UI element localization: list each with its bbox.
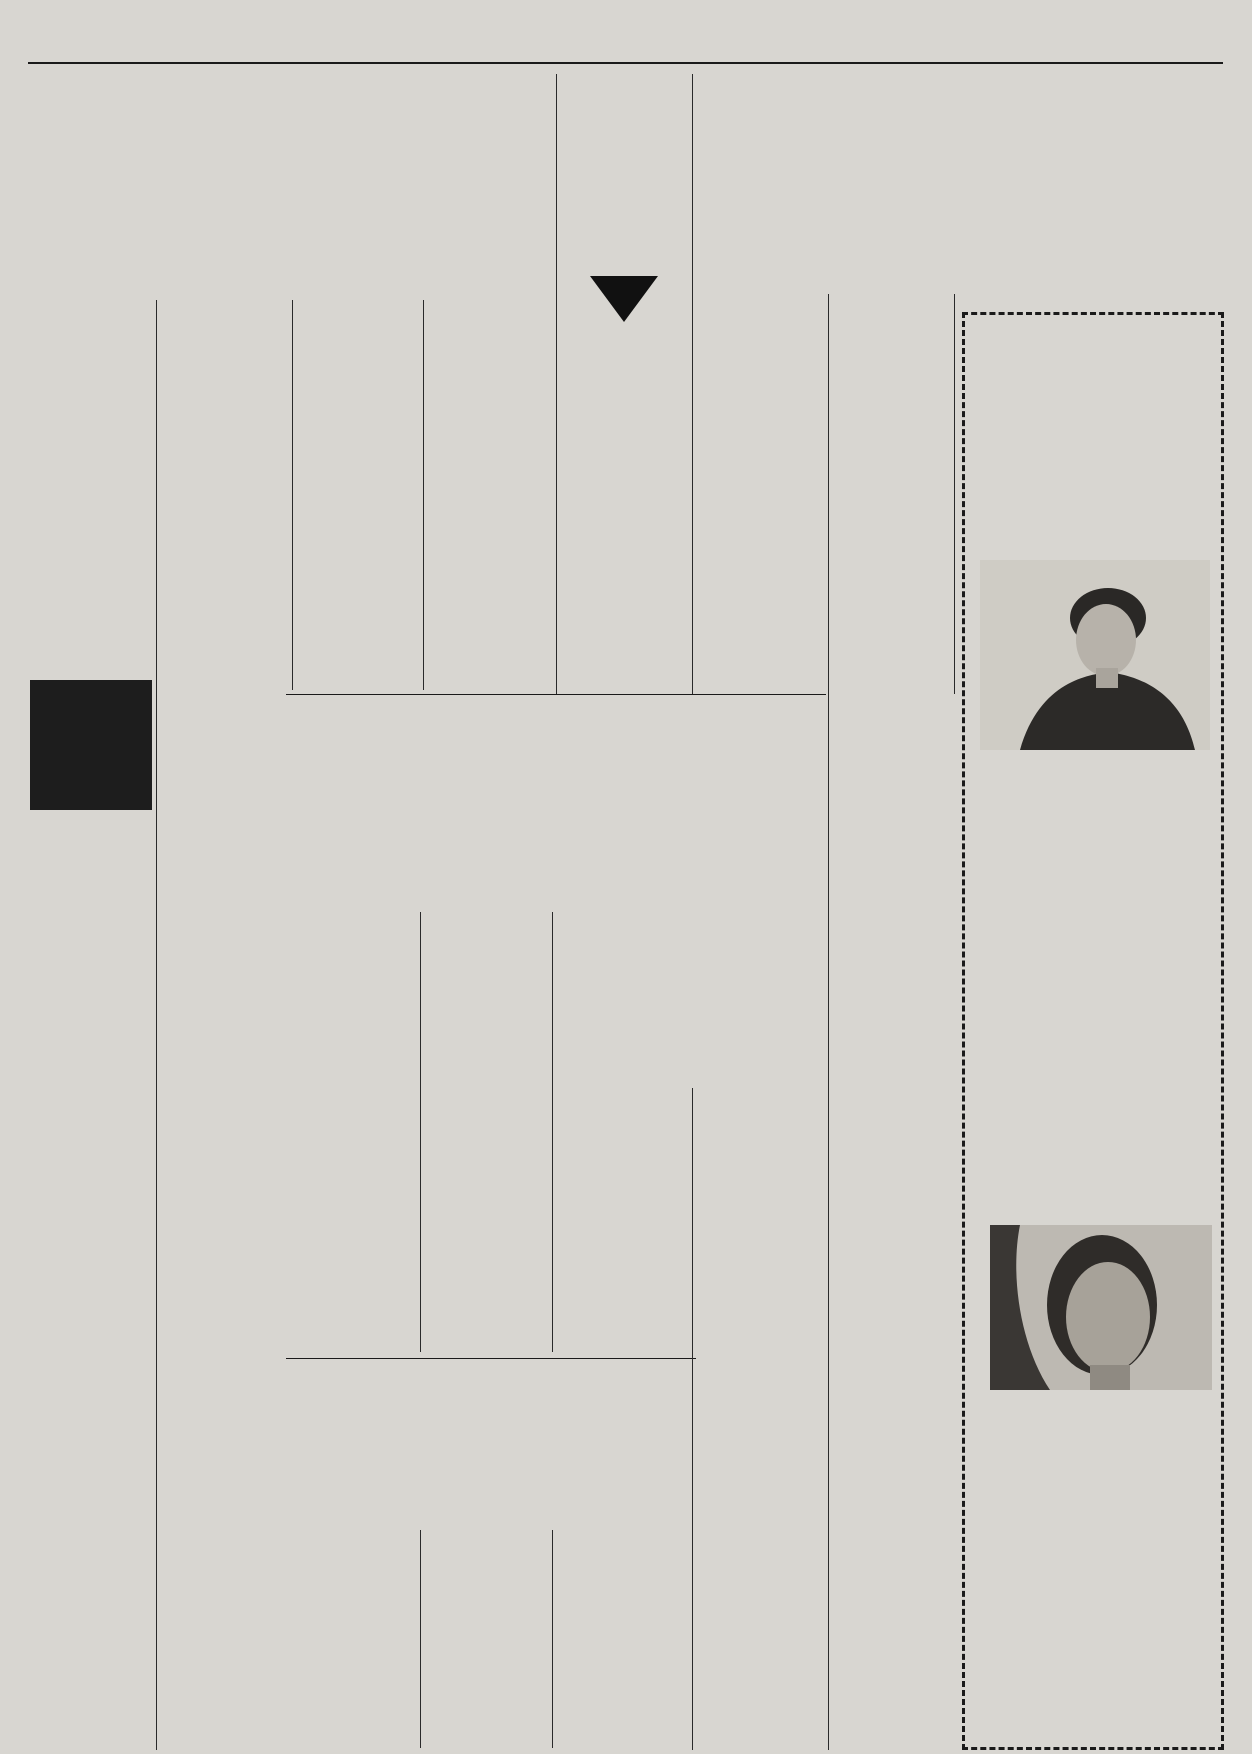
omicidi-body-col2 <box>424 912 546 1352</box>
santapadre-headline <box>556 1584 686 1618</box>
palermo-body-col2 <box>696 1088 822 1358</box>
palermo-subdeck <box>600 1048 822 1084</box>
fattacci-body <box>34 818 152 1748</box>
firenze-kicker <box>834 1084 954 1098</box>
napoli-headline <box>300 1394 692 1524</box>
napoli-kicker <box>290 1372 690 1390</box>
genova-headline <box>834 690 954 746</box>
napoli-body-col2 <box>424 1530 546 1748</box>
omicidi-deck <box>296 848 816 914</box>
bologna-body-col4 <box>427 300 549 690</box>
page-dateline <box>995 36 1220 50</box>
napoli-body-col3 <box>556 1530 680 1580</box>
torino-deck <box>708 232 1216 292</box>
palermo-headline <box>566 940 822 1048</box>
terni-kicker <box>975 322 1213 360</box>
bologna-kicker <box>35 76 555 96</box>
bologna-body-col2 <box>160 300 286 700</box>
palermo-kicker <box>566 920 822 934</box>
omicidi-headline <box>296 732 826 850</box>
torino-headline <box>700 108 1220 228</box>
caltanissetta-headline <box>832 440 950 470</box>
omicidi-kicker <box>290 706 825 724</box>
firenze-headline <box>840 1102 956 1182</box>
bologna-body-col3 <box>296 300 418 690</box>
terni-body-col2 <box>978 1398 1212 1738</box>
terni-body-col1 <box>978 758 1212 1258</box>
fattacci-title <box>30 680 152 694</box>
santapadre-body <box>556 1620 686 1748</box>
bologna-deck <box>35 242 550 298</box>
fattacci-box <box>30 680 152 810</box>
torino-body-col1 <box>700 294 824 689</box>
palermo-body-col1 <box>566 1088 688 1358</box>
bologna-body-col1 <box>36 300 152 665</box>
torino-body-col2 <box>832 294 950 434</box>
bologna-body-col2b <box>160 700 286 1746</box>
omicidi-body-col1 <box>296 912 416 1352</box>
genova-body <box>834 748 956 1078</box>
woman-closeup-photo <box>990 1225 1212 1390</box>
napoli-body-col1 <box>296 1530 414 1748</box>
brescia-kicker <box>562 78 686 96</box>
down-arrow-icon <box>590 276 658 322</box>
bologna-headline <box>28 100 563 236</box>
firenze-body <box>834 1186 956 1746</box>
masthead-rule <box>28 62 1223 64</box>
terni-headline <box>980 368 1210 564</box>
torino-kicker <box>698 80 1218 98</box>
brescia-headline <box>562 102 686 262</box>
page-label <box>30 32 250 54</box>
caltanissetta-body <box>832 472 950 687</box>
brescia-body <box>563 336 687 690</box>
woman-portrait-photo <box>980 560 1210 750</box>
palermo-body-col3 <box>698 1362 824 1748</box>
